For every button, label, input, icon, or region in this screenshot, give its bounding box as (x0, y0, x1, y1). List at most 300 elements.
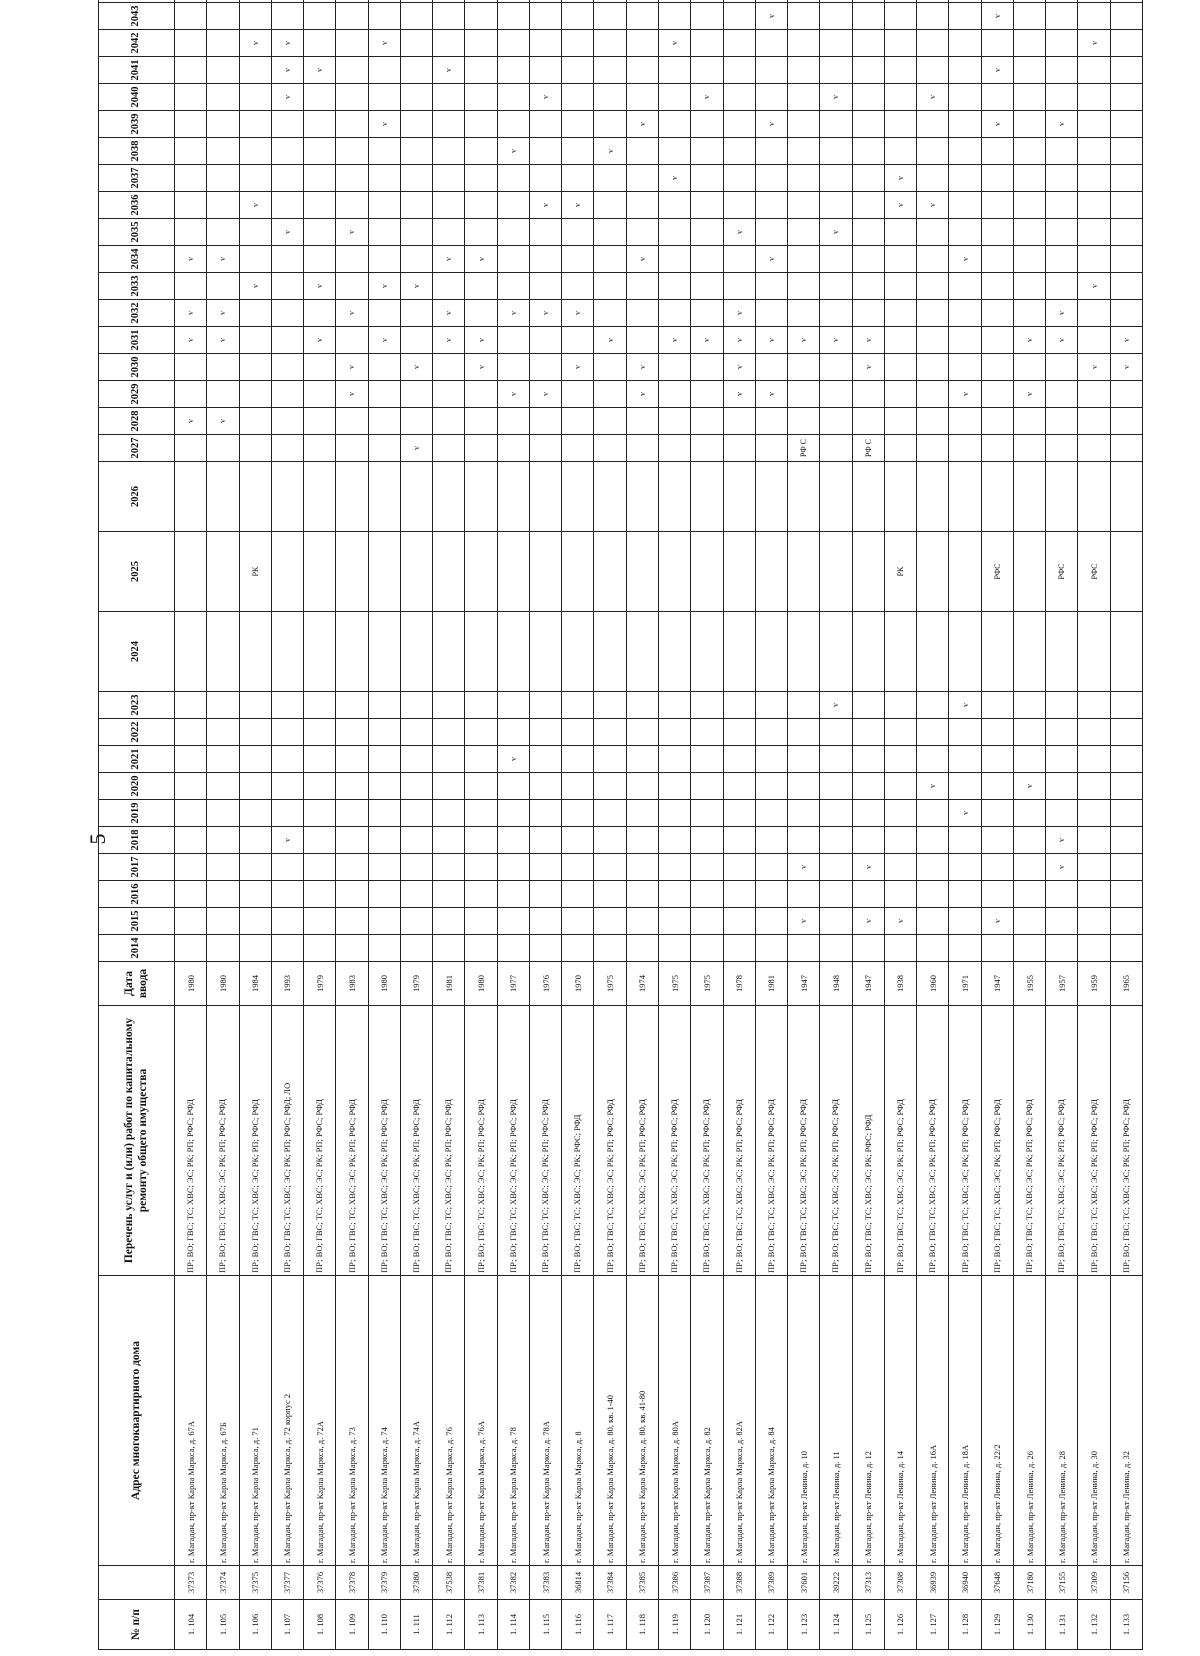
row-date: 1970 (562, 962, 594, 1006)
year-cell-2032: v (433, 300, 465, 327)
year-cell-2015: v (981, 908, 1013, 935)
year-cell-2023 (917, 692, 949, 719)
year-cell-2031: v (594, 327, 626, 354)
year-cell-2024 (562, 612, 594, 692)
year-cell-2026 (884, 462, 916, 532)
year-cell-2039: v (368, 111, 400, 138)
year-cell-2026 (1078, 462, 1110, 532)
year-cell-2044 (400, 0, 432, 3)
year-cell-2017 (433, 854, 465, 881)
year-cell-2038: v (497, 138, 529, 165)
year-cell-2023 (239, 692, 271, 719)
year-cell-2027 (755, 435, 787, 462)
year-cell-2015 (723, 908, 755, 935)
year-cell-2018 (658, 827, 690, 854)
year-cell-2044 (884, 0, 916, 3)
year-cell-2017 (949, 854, 981, 881)
year-cell-2022 (852, 719, 884, 746)
year-cell-2040: v (529, 84, 561, 111)
year-cell-2022 (949, 719, 981, 746)
year-cell-2035 (304, 219, 336, 246)
year-cell-2044 (497, 0, 529, 3)
year-cell-2019: v (949, 800, 981, 827)
year-cell-2041 (1110, 57, 1142, 84)
year-cell-2040 (368, 84, 400, 111)
year-cell-2028 (981, 408, 1013, 435)
year-cell-2016 (594, 881, 626, 908)
year-cell-2027 (1046, 435, 1078, 462)
row-number: 1. 114 (497, 1600, 529, 1650)
year-cell-2020 (658, 773, 690, 800)
header-year-2034: 2034 (99, 246, 175, 273)
year-cell-2041 (626, 57, 658, 84)
year-cell-2026 (755, 462, 787, 532)
year-cell-2032 (981, 300, 1013, 327)
year-cell-2035: v (271, 219, 303, 246)
year-cell-2035 (1110, 219, 1142, 246)
year-cell-2042 (497, 30, 529, 57)
year-cell-2039 (465, 111, 497, 138)
year-cell-2024 (755, 612, 787, 692)
year-cell-2038 (626, 138, 658, 165)
year-cell-2035 (562, 219, 594, 246)
year-cell-2021 (884, 746, 916, 773)
row-address: г. Магадан, пр-кт Карла Маркса, д. 80, кв. 1-40 (594, 1276, 626, 1566)
row-address: г. Магадан, пр-кт Ленина, д. 30 (1078, 1276, 1110, 1566)
year-cell-2021 (1013, 746, 1045, 773)
year-cell-2021 (852, 746, 884, 773)
year-cell-2019 (400, 800, 432, 827)
year-cell-2042 (304, 30, 336, 57)
year-cell-2030 (820, 354, 852, 381)
year-cell-2023 (465, 692, 497, 719)
year-cell-2015 (594, 908, 626, 935)
year-cell-2018 (723, 827, 755, 854)
header-year-2037: 2037 (99, 165, 175, 192)
year-cell-2016 (175, 881, 207, 908)
year-cell-2029 (917, 381, 949, 408)
year-cell-2037 (691, 165, 723, 192)
year-cell-2018 (497, 827, 529, 854)
year-cell-2024 (529, 612, 561, 692)
year-cell-2044 (433, 0, 465, 3)
year-cell-2029 (433, 381, 465, 408)
year-cell-2043 (852, 3, 884, 30)
year-cell-2029 (1110, 381, 1142, 408)
year-cell-2035 (949, 219, 981, 246)
year-cell-2031 (336, 327, 368, 354)
table-row (1046, 0, 1078, 1650)
year-cell-2042: v (1078, 30, 1110, 57)
year-cell-2023 (529, 692, 561, 719)
year-cell-2037 (497, 165, 529, 192)
year-cell-2020 (175, 773, 207, 800)
row-code: 37379 (368, 1566, 400, 1600)
row-address: г. Магадан, пр-кт Ленина, д. 10 (788, 1276, 820, 1566)
year-cell-2018 (562, 827, 594, 854)
year-cell-2029: v (723, 381, 755, 408)
table-row (207, 0, 239, 1650)
row-works: ПР; ВО; ГВС; ТС; ХВС; ЭС; РК; РП; РФС; РФД (239, 1006, 271, 1276)
row-address: г. Магадан, пр-кт Ленина, д. 12 (852, 1276, 884, 1566)
year-cell-2021 (594, 746, 626, 773)
year-cell-2038 (465, 138, 497, 165)
row-number: 1. 122 (755, 1600, 787, 1650)
year-cell-2015 (917, 908, 949, 935)
year-cell-2033 (271, 273, 303, 300)
row-date: 1955 (1013, 962, 1045, 1006)
year-cell-2033 (691, 273, 723, 300)
row-address: г. Магадан, пр-кт Карла Маркса, д. 8 (562, 1276, 594, 1566)
year-cell-2044 (820, 0, 852, 3)
year-cell-2020 (239, 773, 271, 800)
year-cell-2044 (626, 0, 658, 3)
year-cell-2031 (497, 327, 529, 354)
year-cell-2042 (820, 30, 852, 57)
year-cell-2030: v (852, 354, 884, 381)
year-cell-2031: v (304, 327, 336, 354)
year-cell-2019 (239, 800, 271, 827)
year-cell-2015 (562, 908, 594, 935)
header-year-2017: 2017 (99, 854, 175, 881)
year-cell-2023 (336, 692, 368, 719)
year-cell-2028 (949, 408, 981, 435)
year-cell-2036 (658, 192, 690, 219)
year-cell-2019 (981, 800, 1013, 827)
year-cell-2043: v (981, 3, 1013, 30)
year-cell-2036 (400, 192, 432, 219)
year-cell-2024 (400, 612, 432, 692)
year-cell-2014 (1078, 935, 1110, 962)
year-cell-2041 (723, 57, 755, 84)
year-cell-2016 (788, 881, 820, 908)
year-cell-2018 (400, 827, 432, 854)
row-date: 1960 (917, 962, 949, 1006)
table-row (755, 0, 787, 1650)
page-number: 5 (85, 833, 110, 845)
table-row (368, 0, 400, 1650)
year-cell-2039 (239, 111, 271, 138)
year-cell-2041: v (304, 57, 336, 84)
year-cell-2028 (368, 408, 400, 435)
row-code: 37155 (1046, 1566, 1078, 1600)
year-cell-2040 (1046, 84, 1078, 111)
year-cell-2044 (949, 0, 981, 3)
year-cell-2042 (626, 30, 658, 57)
year-cell-2027 (529, 435, 561, 462)
year-cell-2043 (723, 3, 755, 30)
year-cell-2034 (658, 246, 690, 273)
year-cell-2031 (271, 327, 303, 354)
year-cell-2035 (529, 219, 561, 246)
year-cell-2028: v (175, 408, 207, 435)
year-cell-2041 (239, 57, 271, 84)
year-cell-2021 (788, 746, 820, 773)
year-cell-2027 (304, 435, 336, 462)
row-works: ПР; ВО; ГВС; ТС; ХВС; ЭС; РК; РП; РФС; РФД (497, 1006, 529, 1276)
year-cell-2037 (723, 165, 755, 192)
year-cell-2017 (723, 854, 755, 881)
year-cell-2044 (691, 0, 723, 3)
year-cell-2029 (400, 381, 432, 408)
table-row (304, 0, 336, 1650)
table-row (658, 0, 690, 1650)
row-address: г. Магадан, пр-кт Карла Маркса, д. 67Б (207, 1276, 239, 1566)
row-works: ПР; ВО; ГВС; ТС; ХВС; ЭС; РК; РП; РФС; РФД (304, 1006, 336, 1276)
year-cell-2038 (755, 138, 787, 165)
year-cell-2029 (594, 381, 626, 408)
row-number: 1. 115 (529, 1600, 561, 1650)
year-cell-2016 (820, 881, 852, 908)
year-cell-2042 (788, 30, 820, 57)
year-cell-2026 (336, 462, 368, 532)
row-number: 1. 106 (239, 1600, 271, 1650)
row-works: ПР; ВО; ГВС; ТС; ХВС; ЭС; РК; РП; РФС; РФД (433, 1006, 465, 1276)
capital-repair-schedule-table (98, 0, 1143, 1650)
year-cell-2025 (562, 532, 594, 612)
row-number: 1. 120 (691, 1600, 723, 1650)
header-works: Перечень услуг и (или) работ по капитальному ремонту общего имущества (99, 1006, 175, 1276)
year-cell-2014 (529, 935, 561, 962)
year-cell-2018 (465, 827, 497, 854)
year-cell-2041 (497, 57, 529, 84)
year-cell-2025 (691, 532, 723, 612)
year-cell-2020 (465, 773, 497, 800)
year-cell-2023 (400, 692, 432, 719)
year-cell-2026 (1110, 462, 1142, 532)
header-year-2014: 2014 (99, 935, 175, 962)
year-cell-2020 (304, 773, 336, 800)
year-cell-2034: v (465, 246, 497, 273)
year-cell-2043 (1110, 3, 1142, 30)
year-cell-2022 (981, 719, 1013, 746)
year-cell-2014 (207, 935, 239, 962)
header-num: № п/п (99, 1600, 175, 1650)
year-cell-2039: v (1046, 111, 1078, 138)
year-cell-2026 (788, 462, 820, 532)
row-date: 1981 (755, 962, 787, 1006)
year-cell-2016 (755, 881, 787, 908)
row-code: 37375 (239, 1566, 271, 1600)
year-cell-2041 (852, 57, 884, 84)
year-cell-2017 (304, 854, 336, 881)
rotated-table-wrapper (98, 5, 1143, 1650)
year-cell-2043 (884, 3, 916, 30)
year-cell-2043 (626, 3, 658, 30)
year-cell-2022 (433, 719, 465, 746)
year-cell-2015 (1013, 908, 1045, 935)
year-cell-2022 (594, 719, 626, 746)
table-row (949, 0, 981, 1650)
year-cell-2035: v (723, 219, 755, 246)
row-date: 1938 (884, 962, 916, 1006)
year-cell-2016 (949, 881, 981, 908)
year-cell-2034 (271, 246, 303, 273)
year-cell-2017 (658, 854, 690, 881)
year-cell-2014 (433, 935, 465, 962)
year-cell-2025: РФС (981, 532, 1013, 612)
year-cell-2032 (465, 300, 497, 327)
year-cell-2040 (755, 84, 787, 111)
year-cell-2016 (465, 881, 497, 908)
year-cell-2034 (917, 246, 949, 273)
year-cell-2036 (788, 192, 820, 219)
year-cell-2036 (755, 192, 787, 219)
year-cell-2042 (981, 30, 1013, 57)
year-cell-2021 (691, 746, 723, 773)
year-cell-2019 (917, 800, 949, 827)
year-cell-2016 (723, 881, 755, 908)
row-code: 37180 (1013, 1566, 1045, 1600)
year-cell-2023 (1013, 692, 1045, 719)
year-cell-2040: v (917, 84, 949, 111)
year-cell-2034 (788, 246, 820, 273)
year-cell-2029: v (336, 381, 368, 408)
year-cell-2024 (884, 612, 916, 692)
year-cell-2020 (788, 773, 820, 800)
year-cell-2024 (1013, 612, 1045, 692)
year-cell-2014 (271, 935, 303, 962)
year-cell-2038 (820, 138, 852, 165)
year-cell-2022 (562, 719, 594, 746)
year-cell-2017 (755, 854, 787, 881)
year-cell-2027 (1078, 435, 1110, 462)
year-cell-2035 (175, 219, 207, 246)
row-address: г. Магадан, пр-кт Карла Маркса, д. 76 (433, 1276, 465, 1566)
year-cell-2015 (271, 908, 303, 935)
year-cell-2042: v (368, 30, 400, 57)
year-cell-2032 (1110, 300, 1142, 327)
year-cell-2014 (917, 935, 949, 962)
year-cell-2030 (175, 354, 207, 381)
year-cell-2020 (820, 773, 852, 800)
year-cell-2026 (304, 462, 336, 532)
year-cell-2016 (304, 881, 336, 908)
year-cell-2020 (529, 773, 561, 800)
year-cell-2031: v (433, 327, 465, 354)
row-code: 37373 (175, 1566, 207, 1600)
year-cell-2039: v (981, 111, 1013, 138)
year-cell-2020 (1110, 773, 1142, 800)
year-cell-2038 (271, 138, 303, 165)
year-cell-2043 (465, 3, 497, 30)
year-cell-2034: v (175, 246, 207, 273)
row-address: г. Магадан, пр-кт Карла Маркса, д. 78 (497, 1276, 529, 1566)
year-cell-2038 (207, 138, 239, 165)
year-cell-2017 (917, 854, 949, 881)
year-cell-2032 (852, 300, 884, 327)
year-cell-2032: v (529, 300, 561, 327)
year-cell-2036: v (884, 192, 916, 219)
year-cell-2016 (239, 881, 271, 908)
year-cell-2018 (1013, 827, 1045, 854)
year-cell-2027: РФ С (788, 435, 820, 462)
year-cell-2025 (788, 532, 820, 612)
table-row (1078, 0, 1110, 1650)
year-cell-2019 (626, 800, 658, 827)
year-cell-2027: РФ С (852, 435, 884, 462)
year-cell-2033 (207, 273, 239, 300)
year-cell-2020 (691, 773, 723, 800)
year-cell-2017 (981, 854, 1013, 881)
year-cell-2029 (820, 381, 852, 408)
row-address: г. Магадан, пр-кт Карла Маркса, д. 73 (336, 1276, 368, 1566)
year-cell-2035 (1013, 219, 1045, 246)
year-cell-2041 (175, 57, 207, 84)
year-cell-2036 (1078, 192, 1110, 219)
year-cell-2039 (1110, 111, 1142, 138)
year-cell-2032: v (207, 300, 239, 327)
year-cell-2024 (304, 612, 336, 692)
year-cell-2030 (271, 354, 303, 381)
year-cell-2035 (368, 219, 400, 246)
year-cell-2033 (917, 273, 949, 300)
year-cell-2014 (239, 935, 271, 962)
row-works: ПР; ВО; ГВС; ТС; ХВС; ЭС; РК; РП; РФС; РФД; ЛО (271, 1006, 303, 1276)
year-cell-2043 (433, 3, 465, 30)
year-cell-2043 (529, 3, 561, 30)
year-cell-2024 (271, 612, 303, 692)
year-cell-2037: v (884, 165, 916, 192)
year-cell-2035 (884, 219, 916, 246)
year-cell-2032 (949, 300, 981, 327)
year-cell-2017 (336, 854, 368, 881)
year-cell-2044 (207, 0, 239, 3)
row-date: 1976 (529, 962, 561, 1006)
year-cell-2037 (562, 165, 594, 192)
row-number: 1. 129 (981, 1600, 1013, 1650)
year-cell-2034 (336, 246, 368, 273)
year-cell-2037 (368, 165, 400, 192)
year-cell-2015 (400, 908, 432, 935)
year-cell-2024 (1046, 612, 1078, 692)
year-cell-2036 (852, 192, 884, 219)
year-cell-2043 (1078, 3, 1110, 30)
year-cell-2041: v (271, 57, 303, 84)
year-cell-2019 (497, 800, 529, 827)
year-cell-2022 (626, 719, 658, 746)
row-address: г. Магадан, пр-кт Ленина, д. 26 (1013, 1276, 1045, 1566)
year-cell-2014 (788, 935, 820, 962)
year-cell-2034 (304, 246, 336, 273)
year-cell-2035 (1046, 219, 1078, 246)
header-year-2027: 2027 (99, 435, 175, 462)
row-date: 1959 (1078, 962, 1110, 1006)
year-cell-2015 (820, 908, 852, 935)
year-cell-2032: v (175, 300, 207, 327)
year-cell-2028 (1110, 408, 1142, 435)
year-cell-2019 (884, 800, 916, 827)
row-code: 37308 (884, 1566, 916, 1600)
year-cell-2042 (336, 30, 368, 57)
year-cell-2024 (336, 612, 368, 692)
year-cell-2035 (1078, 219, 1110, 246)
year-cell-2032 (755, 300, 787, 327)
year-cell-2017 (400, 854, 432, 881)
year-cell-2038 (336, 138, 368, 165)
year-cell-2038 (175, 138, 207, 165)
year-cell-2033: v (368, 273, 400, 300)
year-cell-2039 (400, 111, 432, 138)
year-cell-2020: v (917, 773, 949, 800)
year-cell-2035 (594, 219, 626, 246)
year-cell-2014 (1046, 935, 1078, 962)
row-number: 1. 119 (658, 1600, 690, 1650)
row-date: 1977 (497, 962, 529, 1006)
row-date: 1947 (981, 962, 1013, 1006)
year-cell-2015 (626, 908, 658, 935)
year-cell-2032: v (562, 300, 594, 327)
